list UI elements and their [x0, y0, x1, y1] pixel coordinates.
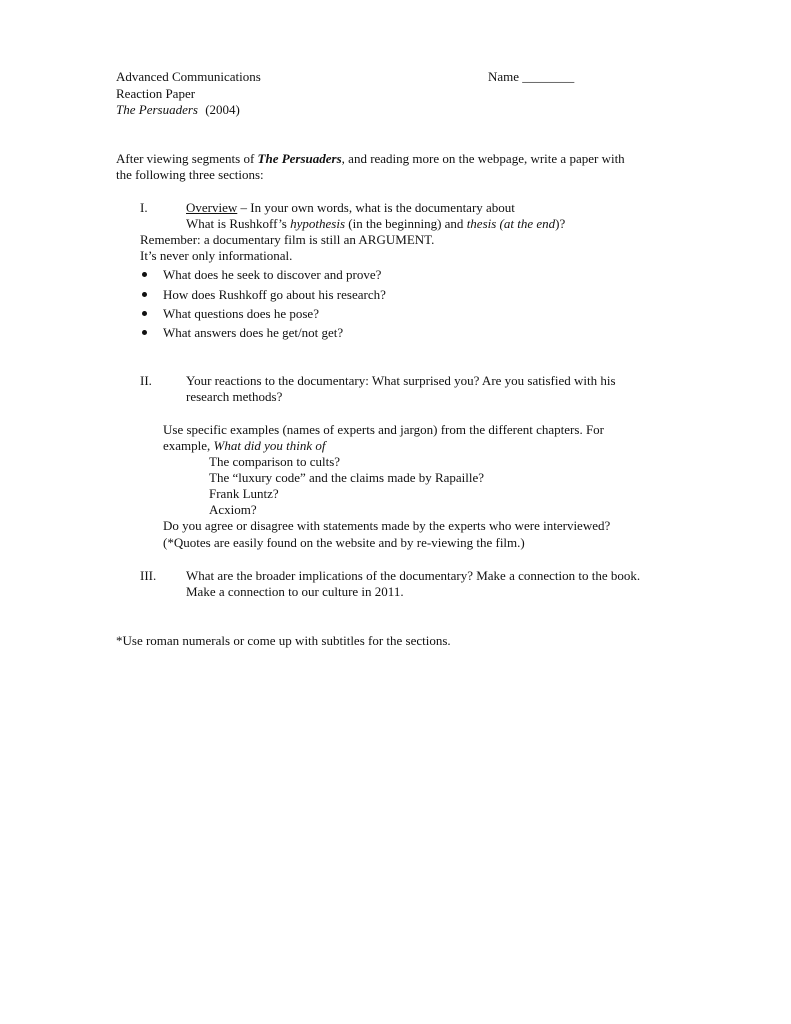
- intro-line-1: [116, 151, 625, 167]
- example-item-3: Frank Luntz?: [209, 486, 279, 501]
- remember-line-2: It’s never only informational.: [140, 248, 293, 263]
- section-1-question: [186, 216, 565, 232]
- section-1-heading-rest: – In your own words, what is the documentary about: [237, 200, 515, 215]
- bullet-item-1: What does he seek to discover and prove?: [163, 267, 382, 282]
- intro-prefix: After viewing segments of: [116, 151, 258, 166]
- intro-suffix: , and reading more on the webpage, write a paper with: [341, 151, 625, 166]
- film-year: (2004): [205, 102, 240, 117]
- section-3-line-1: What are the broader implications of the documentary? Make a connection to the book.: [186, 568, 641, 583]
- q-end: )?: [555, 216, 566, 231]
- film-line: [116, 102, 240, 118]
- q-thesis: thesis (at the end: [466, 216, 556, 231]
- q-prefix: What is Rushkoff’s: [186, 216, 291, 231]
- section-1-heading-line: [186, 200, 515, 216]
- example-item-2: The “luxury code” and the claims made by Rapaille?: [209, 470, 485, 485]
- bullet-icon: [142, 311, 147, 316]
- assignment-title: Reaction Paper: [116, 86, 196, 101]
- section-2-line-1: Your reactions to the documentary: What surprised you? Are you satisfied with his: [186, 373, 616, 388]
- section-2-use-line-1: Use specific examples (names of experts and jargon) from the different chapters. For: [163, 422, 605, 437]
- quotes-line: (*Quotes are easily found on the website and by re-viewing the film.): [163, 535, 525, 550]
- name-field-label: Name ________: [488, 69, 575, 84]
- intro-film-title: The Persuaders: [257, 151, 342, 166]
- remember-line-1: Remember: a documentary film is still an ARGUMENT.: [140, 232, 435, 247]
- bullet-item-4: What answers does he get/not get?: [163, 325, 344, 340]
- bullet-icon: [142, 330, 147, 335]
- q-mid: (in the beginning) and: [345, 216, 467, 231]
- section-2-use-line-2: [163, 438, 325, 454]
- film-title: The Persuaders: [116, 102, 198, 117]
- intro-line-2: the following three sections:: [116, 167, 264, 182]
- use-prefix: example,: [163, 438, 214, 453]
- example-item-4: Acxiom?: [209, 502, 257, 517]
- section-3-line-2: Make a connection to our culture in 2011.: [186, 584, 404, 599]
- course-title: Advanced Communications: [116, 69, 261, 84]
- q-hypothesis: hypothesis: [290, 216, 346, 231]
- bullet-icon: [142, 292, 147, 297]
- section-1-numeral: I.: [140, 200, 148, 215]
- example-item-1: The comparison to cults?: [209, 454, 341, 469]
- agree-line: Do you agree or disagree with statements made by the experts who were interviewed?: [163, 518, 611, 533]
- bullet-item-2: How does Rushkoff go about his research?: [163, 287, 386, 302]
- bullet-icon: [142, 272, 147, 277]
- section-2-numeral: II.: [140, 373, 152, 388]
- footnote: *Use roman numerals or come up with subtitles for the sections.: [116, 633, 451, 648]
- section-2-line-2: research methods?: [186, 389, 283, 404]
- section-1-heading: Overview: [186, 200, 238, 215]
- section-3-numeral: III.: [140, 568, 157, 583]
- use-italic: What did you think of: [213, 438, 326, 453]
- bullet-item-3: What questions does he pose?: [163, 306, 319, 321]
